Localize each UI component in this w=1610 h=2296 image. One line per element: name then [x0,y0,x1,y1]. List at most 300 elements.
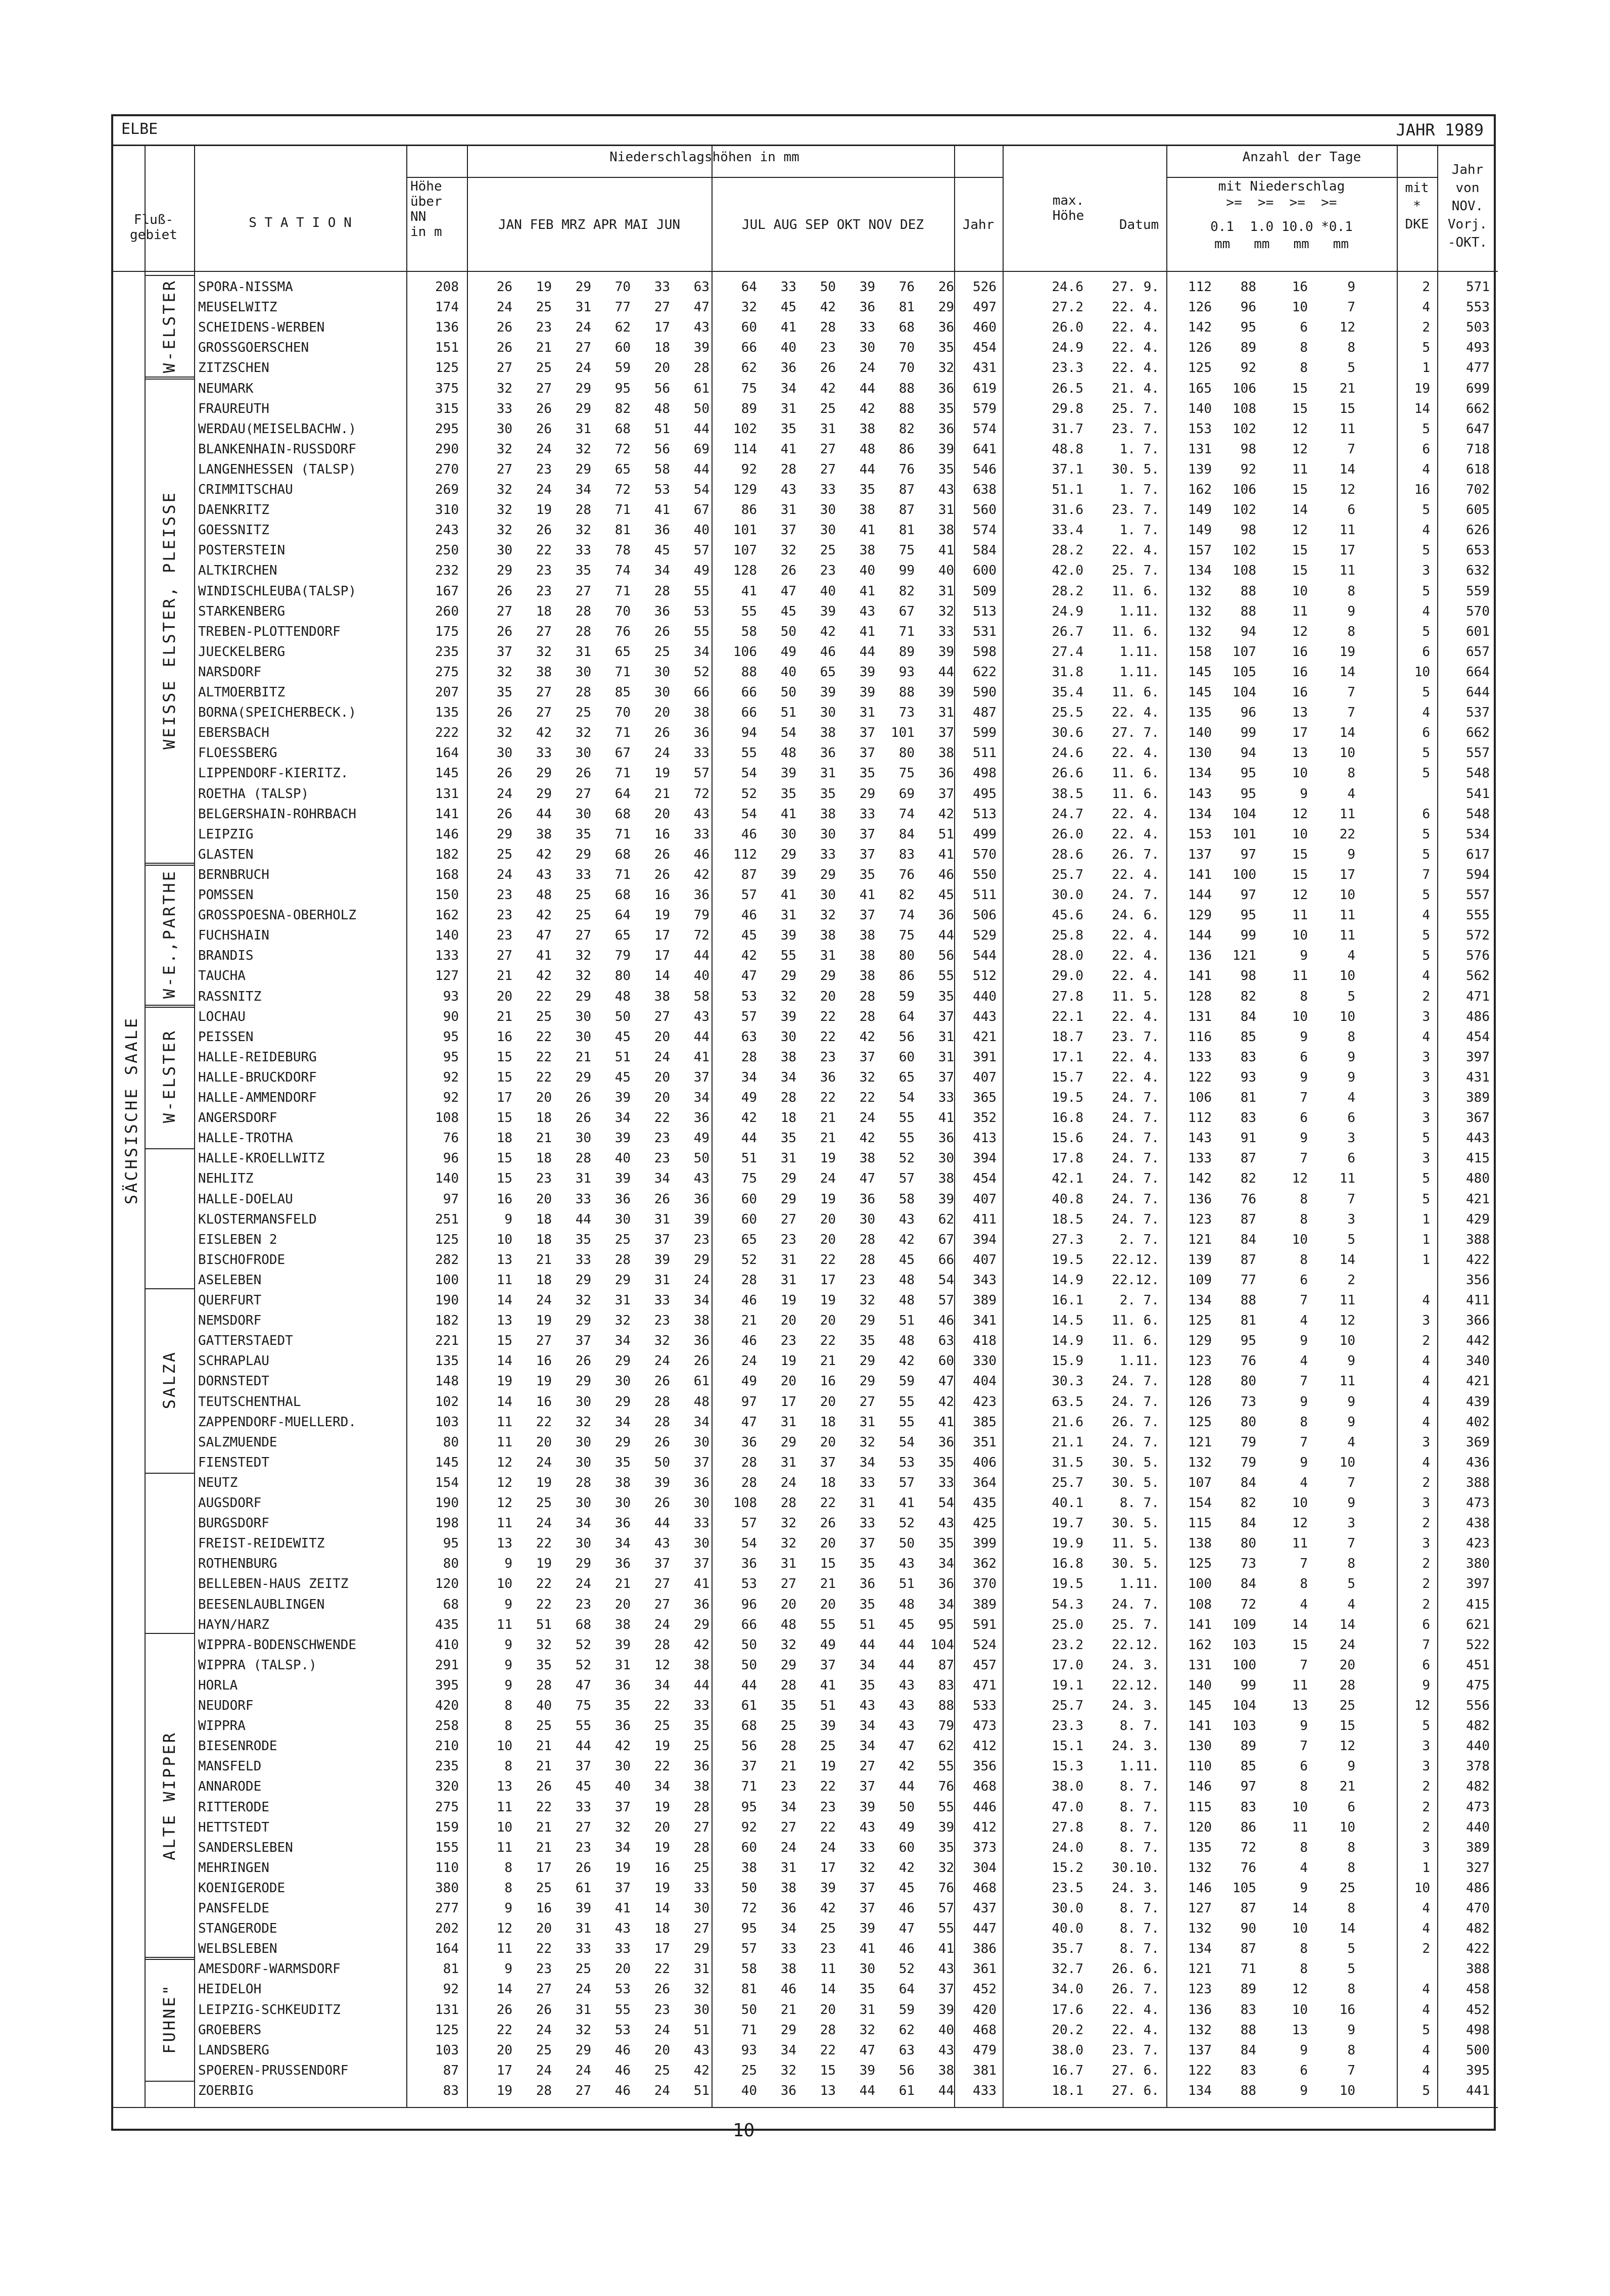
table-cell: 5 [1422,1718,1430,1734]
table-cell: 15 [496,1069,512,1085]
table-cell: 40.1 [1052,1495,1083,1511]
table-cell: 32 [496,664,512,680]
station-name: HALLE-KROELLWITZ [198,1151,325,1166]
table-cell: 131 [1188,441,1212,457]
table-cell: 482 [1466,1921,1490,1937]
station-name: LANGENHESSEN (TALSP) [198,461,357,477]
table-cell: 56 [898,1029,915,1045]
table-cell: 32 [575,948,591,964]
table-cell: 14 [496,1982,512,1997]
table-cell: 356 [1466,1272,1490,1288]
table-cell: 56 [938,948,954,964]
table-cell: 10 [1339,887,1355,903]
station-name: NEUDORF [198,1698,254,1713]
table-cell: 44 [693,461,709,477]
table-cell: 40 [536,1698,552,1713]
table-cell: 421 [1466,1374,1490,1389]
table-cell: 20 [614,1597,631,1612]
table-cell: 32 [496,381,512,396]
table-cell: 48 [898,1293,915,1308]
table-cell: 367 [1466,1110,1490,1126]
table-cell: 579 [973,401,997,416]
table-cell: 16 [654,887,670,903]
table-cell: 512 [973,968,997,984]
table-cell: 79 [938,1718,954,1734]
table-cell: 25 [654,644,670,660]
table-cell: 65 [614,644,631,660]
table-cell: 77 [614,300,631,315]
table-cell: 275 [435,1799,459,1815]
col-months-2: JUL AUG SEP OKT NOV DEZ [741,217,924,232]
group-bracket [145,1633,146,1959]
table-cell: 28 [654,583,670,599]
table-cell: 51 [898,1576,915,1592]
table-cell: 2 [1422,1799,1430,1815]
group-bracket [145,1957,146,2081]
table-cell: 4 [1422,908,1430,923]
table-cell: 56 [654,381,670,396]
table-cell: 76 [898,461,915,477]
table-cell: 26. 7. [1112,1414,1159,1430]
table-cell: 141 [1188,1617,1212,1632]
table-cell: 10 [1292,1232,1308,1247]
table-cell: 19 [820,1293,836,1308]
column-divider [1397,145,1398,2107]
table-cell: 21 [536,340,552,356]
table-cell: 28 [1339,1677,1355,1693]
table-cell: 36 [693,1759,709,1774]
table-cell: 27 [536,705,552,721]
table-cell: 11. 6. [1112,685,1159,700]
table-cell: 10 [1414,1880,1430,1896]
table-cell: 84 [898,826,915,842]
table-cell: 76 [1240,1191,1256,1207]
table-cell: 26 [654,725,670,741]
table-cell: 5 [1347,1961,1355,1977]
table-cell: 167 [435,583,459,599]
table-cell: 67 [938,1232,954,1247]
table-cell: 526 [973,279,997,295]
table-cell: 8. 7. [1119,1819,1159,1835]
table-cell: 49 [820,1637,836,1653]
table-cell: 97 [1240,1779,1256,1795]
table-cell: 632 [1466,563,1490,579]
table-cell: 28 [780,461,796,477]
table-cell: 83 [1240,1799,1256,1815]
table-cell: 38.5 [1052,786,1083,802]
table-cell: 23. 7. [1112,1029,1159,1045]
table-cell: 75 [741,381,757,396]
table-cell: 44 [859,644,875,660]
table-cell: 26 [496,766,512,781]
table-cell: 31 [780,908,796,923]
table-cell: 42 [898,1232,915,1247]
station-name: ZAPPENDORF-MUELLERD. [198,1414,357,1430]
table-cell: 33 [575,1252,591,1268]
table-cell: 15.7 [1052,1069,1083,1085]
table-cell: 11. 6. [1112,583,1159,599]
table-cell: 58 [741,624,757,639]
table-cell: 50 [898,1536,915,1552]
table-cell: 6 [1347,1110,1355,1126]
table-cell: 574 [973,523,997,538]
table-cell: 87 [741,867,757,882]
table-cell: 87 [898,482,915,497]
table-cell: 10 [496,1232,512,1247]
table-cell: 32 [575,968,591,984]
table-cell: 55 [938,1799,954,1815]
table-cell: 72 [614,441,631,457]
table-cell: 435 [973,1495,997,1511]
table-cell: 57 [693,543,709,558]
table-cell: 1.11. [1119,1576,1159,1592]
table-cell: 35 [780,786,796,802]
table-cell: 8 [1300,340,1308,356]
table-cell: 33 [780,279,796,295]
table-cell: 42 [820,624,836,639]
table-cell: 6 [1300,2063,1308,2078]
table-cell: 35 [780,1131,796,1146]
table-cell: 75 [741,1171,757,1187]
table-cell: 4 [1300,1353,1308,1369]
table-cell: 440 [1466,1739,1490,1754]
table-cell: 165 [1188,381,1212,396]
table-cell: 20 [654,1069,670,1085]
table-cell: 415 [1466,1597,1490,1612]
table-cell: 28 [780,1495,796,1511]
table-cell: 41 [938,1414,954,1430]
table-cell: 48 [780,745,796,761]
station-name: GROSSGOERSCHEN [198,340,309,356]
table-cell: 31 [780,1252,796,1268]
table-cell: 12 [1292,1171,1308,1187]
station-name: AMESDORF-WARMSDORF [198,1961,341,1977]
table-cell: 11. 5. [1112,989,1159,1004]
table-cell: 44 [938,928,954,944]
table-cell: 23 [820,340,836,356]
table-cell: 96 [443,1151,459,1166]
table-cell: 24. 7. [1112,1191,1159,1207]
table-cell: 33 [614,1941,631,1957]
table-cell: 64 [614,786,631,802]
table-cell: 17 [654,1941,670,1957]
table-cell: 27 [575,340,591,356]
table-cell: 37 [654,1556,670,1572]
table-cell: 39 [820,1880,836,1896]
station-name: NARSDORF [198,664,262,680]
table-cell: 38 [859,948,875,964]
table-cell: 9 [504,1677,512,1693]
table-cell: 19.5 [1052,1090,1083,1105]
table-cell: 10 [496,1576,512,1592]
table-cell: 47 [859,1171,875,1187]
table-cell: 31 [780,1414,796,1430]
table-cell: 49 [741,1090,757,1105]
table-cell: 37 [859,1049,875,1065]
table-cell: 16.8 [1052,1556,1083,1572]
station-name: HORLA [198,1677,238,1693]
table-cell: 27 [496,461,512,477]
table-cell: 29 [575,1272,591,1288]
table-cell: 30.0 [1052,1901,1083,1916]
table-cell: 30 [614,1374,631,1389]
table-cell: 190 [435,1293,459,1308]
table-cell: 60 [741,1840,757,1855]
table-cell: 2 [1422,1819,1430,1835]
table-cell: 15 [496,1110,512,1126]
table-cell: 39 [820,685,836,700]
table-cell: 14 [1339,1921,1355,1937]
table-cell: 30 [575,664,591,680]
table-cell: 23 [820,1049,836,1065]
table-cell: 5 [1422,2083,1430,2098]
table-cell: 38 [938,745,954,761]
table-cell: 28 [741,1475,757,1490]
table-cell: 39 [859,664,875,680]
table-cell: 5 [1347,1232,1355,1247]
table-cell: 142 [1188,320,1212,336]
table-cell: 80 [898,948,915,964]
table-cell: 277 [435,1901,459,1916]
table-cell: 34 [575,482,591,497]
station-name: RASSNITZ [198,989,262,1004]
table-cell: 17 [1339,867,1355,882]
table-cell: 136 [1188,1191,1212,1207]
table-cell: 108 [1233,563,1256,579]
table-cell: 27 [780,1211,796,1227]
table-cell: 23 [780,1779,796,1795]
table-cell: 51 [859,1617,875,1632]
table-cell: 35 [780,1698,796,1713]
table-cell: 24 [536,1455,552,1470]
basin-label: SALZA [160,1350,179,1410]
table-cell: 93 [443,989,459,1004]
table-cell: 35 [859,766,875,781]
table-cell: 14.5 [1052,1313,1083,1329]
table-cell: 25 [1339,1880,1355,1896]
table-cell: 19 [536,279,552,295]
table-cell: 34 [859,1739,875,1754]
table-cell: 45.6 [1052,908,1083,923]
table-cell: 31 [938,1049,954,1065]
table-cell: 25 [820,543,836,558]
table-cell: 35 [693,1718,709,1734]
table-cell: 168 [435,867,459,882]
table-cell: 24. 7. [1112,1394,1159,1410]
table-cell: 33 [693,1516,709,1531]
table-cell: 65 [614,461,631,477]
station-name: TEUTSCHENTHAL [198,1394,301,1410]
table-cell: 36 [614,1516,631,1531]
table-cell: 443 [973,1009,997,1024]
table-cell: 7 [1300,1434,1308,1450]
table-cell: 145 [1188,664,1212,680]
col-dke: mit * DKE [1405,180,1429,232]
table-cell: 1 [1422,1232,1430,1247]
table-cell: 438 [1466,1516,1490,1531]
table-cell: 27 [536,1982,552,1997]
table-cell: 21 [614,1576,631,1592]
table-cell: 7 [1300,1556,1308,1572]
table-cell: 103 [1233,1718,1256,1734]
table-cell: 7 [1300,1151,1308,1166]
table-cell: 38 [938,2063,954,2078]
table-cell: 148 [435,1374,459,1389]
table-cell: 16 [1292,644,1308,660]
table-cell: 24. 7. [1112,1151,1159,1166]
table-cell: 76 [1240,1353,1256,1369]
table-cell: 43 [859,1698,875,1713]
table-cell: 26 [780,563,796,579]
table-cell: 391 [973,1049,997,1065]
table-cell: 26.7 [1052,624,1083,639]
table-cell: 487 [973,705,997,721]
table-cell: 410 [435,1637,459,1653]
table-cell: 31 [654,1272,670,1288]
table-cell: 315 [435,401,459,416]
table-cell: 107 [1188,1475,1212,1490]
table-cell: 84 [1240,1576,1256,1592]
table-cell: 57 [938,1293,954,1308]
table-cell: 66 [693,685,709,700]
table-cell: 29 [693,1252,709,1268]
table-cell: 108 [733,1495,757,1511]
table-cell: 53 [741,1576,757,1592]
table-cell: 28 [575,1151,591,1166]
table-cell: 68 [614,847,631,862]
station-name: RITTERODE [198,1799,269,1815]
table-cell: 54 [780,725,796,741]
table-cell: 32 [780,989,796,1004]
table-cell: 44 [693,1029,709,1045]
table-cell: 1.11. [1119,1759,1159,1774]
table-cell: 243 [435,523,459,538]
table-cell: 418 [973,1333,997,1349]
table-cell: 12 [1414,1698,1430,1713]
station-name: AUGSDORF [198,1495,262,1511]
table-cell: 42 [536,847,552,862]
table-cell: 24 [575,1576,591,1592]
station-name: WIPPRA-BODENSCHWENDE [198,1637,357,1653]
table-cell: 20 [780,1313,796,1329]
table-cell: 8 [1347,1556,1355,1572]
table-cell: 26 [654,847,670,862]
table-cell: 30 [614,1211,631,1227]
table-cell: 22 [820,1495,836,1511]
table-cell: 8 [1347,1982,1355,1997]
table-cell: 21 [496,968,512,984]
table-cell: 22 [536,1597,552,1612]
table-cell: 52 [741,1252,757,1268]
table-cell: 12 [1292,624,1308,639]
table-cell: 36 [693,1475,709,1490]
table-cell: 43 [780,482,796,497]
table-cell: 378 [1466,1759,1490,1774]
table-cell: 14 [1339,461,1355,477]
station-name: QUERFURT [198,1293,262,1308]
table-cell: 42 [741,1110,757,1126]
table-cell: 43 [898,1556,915,1572]
table-cell: 115 [1188,1799,1212,1815]
table-cell: 20 [820,1394,836,1410]
table-cell: 560 [973,502,997,518]
table-cell: 42 [614,1739,631,1754]
table-cell: 415 [1466,1151,1490,1166]
table-cell: 4 [1347,948,1355,964]
table-cell: 42 [820,1901,836,1916]
table-cell: 12 [1292,1516,1308,1531]
table-cell: 130 [1188,745,1212,761]
table-cell: 41 [780,441,796,457]
table-cell: 27. 9. [1112,279,1159,295]
table-cell: 32 [614,1819,631,1835]
table-cell: 468 [973,2022,997,2038]
table-cell: 19 [820,1759,836,1774]
table-cell: 45 [575,1779,591,1795]
table-cell: 54 [741,766,757,781]
table-cell: 25 [536,1009,552,1024]
table-cell: 33.4 [1052,523,1083,538]
table-cell: 67 [614,745,631,761]
table-cell: 71 [614,502,631,518]
station-name: GROSSPOESNA-OBERHOLZ [198,908,357,923]
table-cell: 41 [693,1049,709,1065]
table-cell: 128 [1188,1374,1212,1389]
table-cell: 39 [654,1475,670,1490]
table-cell: 6 [1300,1049,1308,1065]
table-cell: 31 [780,1556,796,1572]
table-cell: 11 [1339,806,1355,822]
table-cell: 570 [1466,603,1490,619]
table-cell: 37 [575,1333,591,1349]
table-cell: 87 [1240,1252,1256,1268]
table-cell: 14.9 [1052,1333,1083,1349]
table-cell: 18 [654,340,670,356]
table-cell: 30 [575,1495,591,1511]
table-cell: 2 [1422,1333,1430,1349]
table-cell: 6 [1347,1799,1355,1815]
table-cell: 9 [1300,1069,1308,1085]
table-cell: 44 [575,1211,591,1227]
table-cell: 454 [973,1171,997,1187]
table-cell: 28 [859,1232,875,1247]
table-cell: 125 [435,2022,459,2038]
table-cell: 4 [1300,1597,1308,1612]
table-cell: 34 [654,1677,670,1693]
table-cell: 88 [898,685,915,700]
table-cell: 62 [938,1211,954,1227]
table-cell: 70 [898,340,915,356]
table-cell: 26 [536,523,552,538]
table-cell: 14 [1339,1252,1355,1268]
year-label: JAHR 1989 [1396,120,1484,139]
table-cell: 25 [536,2042,552,2058]
table-cell: 115 [1188,1516,1212,1531]
table-cell: 62 [741,360,757,376]
table-cell: 19.5 [1052,1576,1083,1592]
table-cell: 140 [1188,401,1212,416]
table-cell: 8 [1300,1941,1308,1957]
table-cell: 14 [654,1901,670,1916]
table-cell: 81 [898,300,915,315]
table-cell: 46 [741,1333,757,1349]
table-cell: 45 [614,1069,631,1085]
table-cell: 260 [435,603,459,619]
station-name: MANSFELD [198,1759,262,1774]
table-cell: 32 [741,300,757,315]
table-cell: 190 [435,1495,459,1511]
table-cell: 29 [780,968,796,984]
